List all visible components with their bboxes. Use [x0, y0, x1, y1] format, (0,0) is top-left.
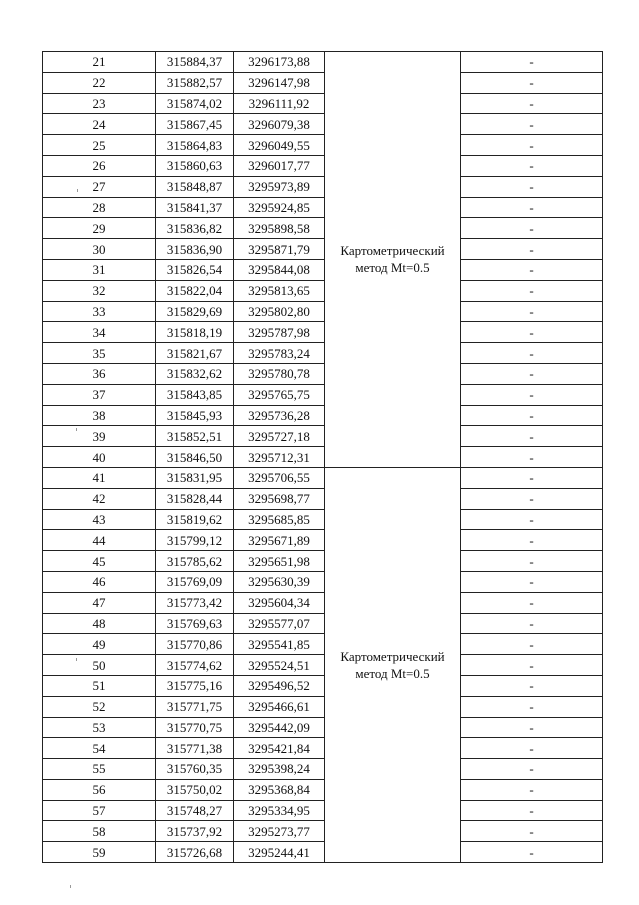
- point-number-cell: 59: [43, 842, 156, 863]
- table-row: [43, 384, 603, 405]
- x-coordinate-cell: 315831,95: [156, 467, 234, 488]
- table-row: [43, 176, 603, 197]
- empty-value-cell: -: [461, 592, 603, 613]
- method-cell: Картометрический метод Mt=0.5: [325, 467, 461, 862]
- y-coordinate-cell: 3295244,41: [234, 842, 325, 863]
- y-coordinate-cell: 3295712,31: [234, 447, 325, 468]
- point-number-cell: 50: [43, 655, 156, 676]
- empty-value-cell: -: [461, 509, 603, 530]
- table-row: [43, 530, 603, 551]
- y-coordinate-cell: 3295541,85: [234, 634, 325, 655]
- table-row: [43, 280, 603, 301]
- x-coordinate-cell: 315848,87: [156, 176, 234, 197]
- empty-value-cell: -: [461, 239, 603, 260]
- empty-value-cell: -: [461, 800, 603, 821]
- scan-speck: [77, 189, 78, 192]
- point-number-cell: 30: [43, 239, 156, 260]
- point-number-cell: 39: [43, 426, 156, 447]
- empty-value-cell: -: [461, 301, 603, 322]
- empty-value-cell: -: [461, 280, 603, 301]
- table-row: [43, 634, 603, 655]
- empty-value-cell: -: [461, 717, 603, 738]
- y-coordinate-cell: 3295780,78: [234, 363, 325, 384]
- point-number-cell: 31: [43, 259, 156, 280]
- x-coordinate-cell: 315845,93: [156, 405, 234, 426]
- x-coordinate-cell: 315774,62: [156, 655, 234, 676]
- table-row: [43, 675, 603, 696]
- empty-value-cell: -: [461, 696, 603, 717]
- point-number-cell: 38: [43, 405, 156, 426]
- x-coordinate-cell: 315818,19: [156, 322, 234, 343]
- point-number-cell: 46: [43, 571, 156, 592]
- method-cell: Картометрический метод Mt=0.5: [325, 52, 461, 468]
- empty-value-cell: -: [461, 571, 603, 592]
- table-row: [43, 259, 603, 280]
- point-number-cell: 56: [43, 779, 156, 800]
- table-row: [43, 779, 603, 800]
- y-coordinate-cell: 3295802,80: [234, 301, 325, 322]
- point-number-cell: 42: [43, 488, 156, 509]
- empty-value-cell: -: [461, 842, 603, 863]
- y-coordinate-cell: 3295698,77: [234, 488, 325, 509]
- x-coordinate-cell: 315775,16: [156, 675, 234, 696]
- empty-value-cell: -: [461, 135, 603, 156]
- point-number-cell: 53: [43, 717, 156, 738]
- point-number-cell: 24: [43, 114, 156, 135]
- point-number-cell: 57: [43, 800, 156, 821]
- x-coordinate-cell: 315867,45: [156, 114, 234, 135]
- point-number-cell: 37: [43, 384, 156, 405]
- x-coordinate-cell: 315750,02: [156, 779, 234, 800]
- x-coordinate-cell: 315819,62: [156, 509, 234, 530]
- y-coordinate-cell: 3295651,98: [234, 551, 325, 572]
- table-row: [43, 551, 603, 572]
- empty-value-cell: -: [461, 738, 603, 759]
- x-coordinate-cell: 315882,57: [156, 72, 234, 93]
- point-number-cell: 35: [43, 343, 156, 364]
- empty-value-cell: -: [461, 72, 603, 93]
- point-number-cell: 36: [43, 363, 156, 384]
- x-coordinate-cell: 315852,51: [156, 426, 234, 447]
- x-coordinate-cell: 315864,83: [156, 135, 234, 156]
- table-row: [43, 717, 603, 738]
- y-coordinate-cell: 3295813,65: [234, 280, 325, 301]
- point-number-cell: 33: [43, 301, 156, 322]
- point-number-cell: 22: [43, 72, 156, 93]
- x-coordinate-cell: 315829,69: [156, 301, 234, 322]
- table-row: [43, 592, 603, 613]
- point-number-cell: 45: [43, 551, 156, 572]
- point-number-cell: 54: [43, 738, 156, 759]
- x-coordinate-cell: 315841,37: [156, 197, 234, 218]
- table-row: [43, 571, 603, 592]
- table-row: [43, 405, 603, 426]
- point-number-cell: 51: [43, 675, 156, 696]
- point-number-cell: 47: [43, 592, 156, 613]
- point-number-cell: 29: [43, 218, 156, 239]
- table-row: [43, 447, 603, 468]
- x-coordinate-cell: 315760,35: [156, 759, 234, 780]
- table-row: [43, 509, 603, 530]
- empty-value-cell: -: [461, 821, 603, 842]
- scan-speck: [76, 658, 77, 661]
- table-row: [43, 322, 603, 343]
- table-row: [43, 343, 603, 364]
- table-row: [43, 363, 603, 384]
- x-coordinate-cell: 315769,63: [156, 613, 234, 634]
- table-row: [43, 135, 603, 156]
- coordinates-table-body: [43, 52, 603, 863]
- table-row: [43, 155, 603, 176]
- point-number-cell: 32: [43, 280, 156, 301]
- point-number-cell: 49: [43, 634, 156, 655]
- y-coordinate-cell: 3295844,08: [234, 259, 325, 280]
- table-row: [43, 467, 603, 488]
- x-coordinate-cell: 315832,62: [156, 363, 234, 384]
- y-coordinate-cell: 3296147,98: [234, 72, 325, 93]
- point-number-cell: 48: [43, 613, 156, 634]
- x-coordinate-cell: 315737,92: [156, 821, 234, 842]
- table-row: [43, 218, 603, 239]
- point-number-cell: 23: [43, 93, 156, 114]
- point-number-cell: 55: [43, 759, 156, 780]
- empty-value-cell: -: [461, 405, 603, 426]
- coordinates-table: [42, 51, 603, 863]
- y-coordinate-cell: 3295273,77: [234, 821, 325, 842]
- point-number-cell: 34: [43, 322, 156, 343]
- x-coordinate-cell: 315884,37: [156, 52, 234, 73]
- y-coordinate-cell: 3295604,34: [234, 592, 325, 613]
- scan-speck: [70, 885, 71, 888]
- empty-value-cell: -: [461, 447, 603, 468]
- empty-value-cell: -: [461, 322, 603, 343]
- x-coordinate-cell: 315836,90: [156, 239, 234, 260]
- table-row: [43, 114, 603, 135]
- x-coordinate-cell: 315770,75: [156, 717, 234, 738]
- y-coordinate-cell: 3296111,92: [234, 93, 325, 114]
- y-coordinate-cell: 3295765,75: [234, 384, 325, 405]
- point-number-cell: 58: [43, 821, 156, 842]
- empty-value-cell: -: [461, 530, 603, 551]
- table-row: [43, 72, 603, 93]
- y-coordinate-cell: 3295630,39: [234, 571, 325, 592]
- y-coordinate-cell: 3295577,07: [234, 613, 325, 634]
- y-coordinate-cell: 3295783,24: [234, 343, 325, 364]
- table-row: [43, 301, 603, 322]
- x-coordinate-cell: 315836,82: [156, 218, 234, 239]
- y-coordinate-cell: 3295727,18: [234, 426, 325, 447]
- y-coordinate-cell: 3295442,09: [234, 717, 325, 738]
- point-number-cell: 44: [43, 530, 156, 551]
- table-row: [43, 821, 603, 842]
- table-row: [43, 613, 603, 634]
- table-row: [43, 800, 603, 821]
- point-number-cell: 43: [43, 509, 156, 530]
- table-row: [43, 759, 603, 780]
- empty-value-cell: -: [461, 197, 603, 218]
- point-number-cell: 40: [43, 447, 156, 468]
- point-number-cell: 52: [43, 696, 156, 717]
- y-coordinate-cell: 3295671,89: [234, 530, 325, 551]
- x-coordinate-cell: 315821,67: [156, 343, 234, 364]
- y-coordinate-cell: 3295496,52: [234, 675, 325, 696]
- empty-value-cell: -: [461, 426, 603, 447]
- y-coordinate-cell: 3296079,38: [234, 114, 325, 135]
- empty-value-cell: -: [461, 176, 603, 197]
- y-coordinate-cell: 3295924,85: [234, 197, 325, 218]
- y-coordinate-cell: 3295466,61: [234, 696, 325, 717]
- point-number-cell: 41: [43, 467, 156, 488]
- x-coordinate-cell: 315828,44: [156, 488, 234, 509]
- y-coordinate-cell: 3295898,58: [234, 218, 325, 239]
- x-coordinate-cell: 315770,86: [156, 634, 234, 655]
- x-coordinate-cell: 315771,75: [156, 696, 234, 717]
- table-row: [43, 239, 603, 260]
- empty-value-cell: -: [461, 634, 603, 655]
- empty-value-cell: -: [461, 655, 603, 676]
- point-number-cell: 28: [43, 197, 156, 218]
- table-row: [43, 738, 603, 759]
- x-coordinate-cell: 315799,12: [156, 530, 234, 551]
- table-row: [43, 655, 603, 676]
- y-coordinate-cell: 3295685,85: [234, 509, 325, 530]
- x-coordinate-cell: 315771,38: [156, 738, 234, 759]
- y-coordinate-cell: 3296049,55: [234, 135, 325, 156]
- x-coordinate-cell: 315769,09: [156, 571, 234, 592]
- table-row: [43, 426, 603, 447]
- empty-value-cell: -: [461, 52, 603, 73]
- x-coordinate-cell: 315773,42: [156, 592, 234, 613]
- empty-value-cell: -: [461, 259, 603, 280]
- x-coordinate-cell: 315843,85: [156, 384, 234, 405]
- x-coordinate-cell: 315826,54: [156, 259, 234, 280]
- table-row: [43, 93, 603, 114]
- x-coordinate-cell: 315748,27: [156, 800, 234, 821]
- table-row: [43, 52, 603, 73]
- y-coordinate-cell: 3296017,77: [234, 155, 325, 176]
- y-coordinate-cell: 3295398,24: [234, 759, 325, 780]
- scan-speck: [76, 428, 77, 431]
- empty-value-cell: -: [461, 759, 603, 780]
- table-row: [43, 842, 603, 863]
- table-row: [43, 696, 603, 717]
- y-coordinate-cell: 3295736,28: [234, 405, 325, 426]
- empty-value-cell: -: [461, 114, 603, 135]
- point-number-cell: 21: [43, 52, 156, 73]
- x-coordinate-cell: 315822,04: [156, 280, 234, 301]
- empty-value-cell: -: [461, 779, 603, 800]
- y-coordinate-cell: 3295973,89: [234, 176, 325, 197]
- y-coordinate-cell: 3295787,98: [234, 322, 325, 343]
- y-coordinate-cell: 3295334,95: [234, 800, 325, 821]
- empty-value-cell: -: [461, 467, 603, 488]
- empty-value-cell: -: [461, 488, 603, 509]
- y-coordinate-cell: 3295706,55: [234, 467, 325, 488]
- empty-value-cell: -: [461, 551, 603, 572]
- empty-value-cell: -: [461, 218, 603, 239]
- empty-value-cell: -: [461, 93, 603, 114]
- empty-value-cell: -: [461, 613, 603, 634]
- x-coordinate-cell: 315785,62: [156, 551, 234, 572]
- y-coordinate-cell: 3295421,84: [234, 738, 325, 759]
- x-coordinate-cell: 315860,63: [156, 155, 234, 176]
- table-row: [43, 197, 603, 218]
- y-coordinate-cell: 3296173,88: [234, 52, 325, 73]
- empty-value-cell: -: [461, 343, 603, 364]
- y-coordinate-cell: 3295368,84: [234, 779, 325, 800]
- point-number-cell: 25: [43, 135, 156, 156]
- empty-value-cell: -: [461, 155, 603, 176]
- point-number-cell: 27: [43, 176, 156, 197]
- y-coordinate-cell: 3295871,79: [234, 239, 325, 260]
- empty-value-cell: -: [461, 363, 603, 384]
- table-row: [43, 488, 603, 509]
- y-coordinate-cell: 3295524,51: [234, 655, 325, 676]
- x-coordinate-cell: 315846,50: [156, 447, 234, 468]
- empty-value-cell: -: [461, 675, 603, 696]
- empty-value-cell: -: [461, 384, 603, 405]
- x-coordinate-cell: 315874,02: [156, 93, 234, 114]
- x-coordinate-cell: 315726,68: [156, 842, 234, 863]
- point-number-cell: 26: [43, 155, 156, 176]
